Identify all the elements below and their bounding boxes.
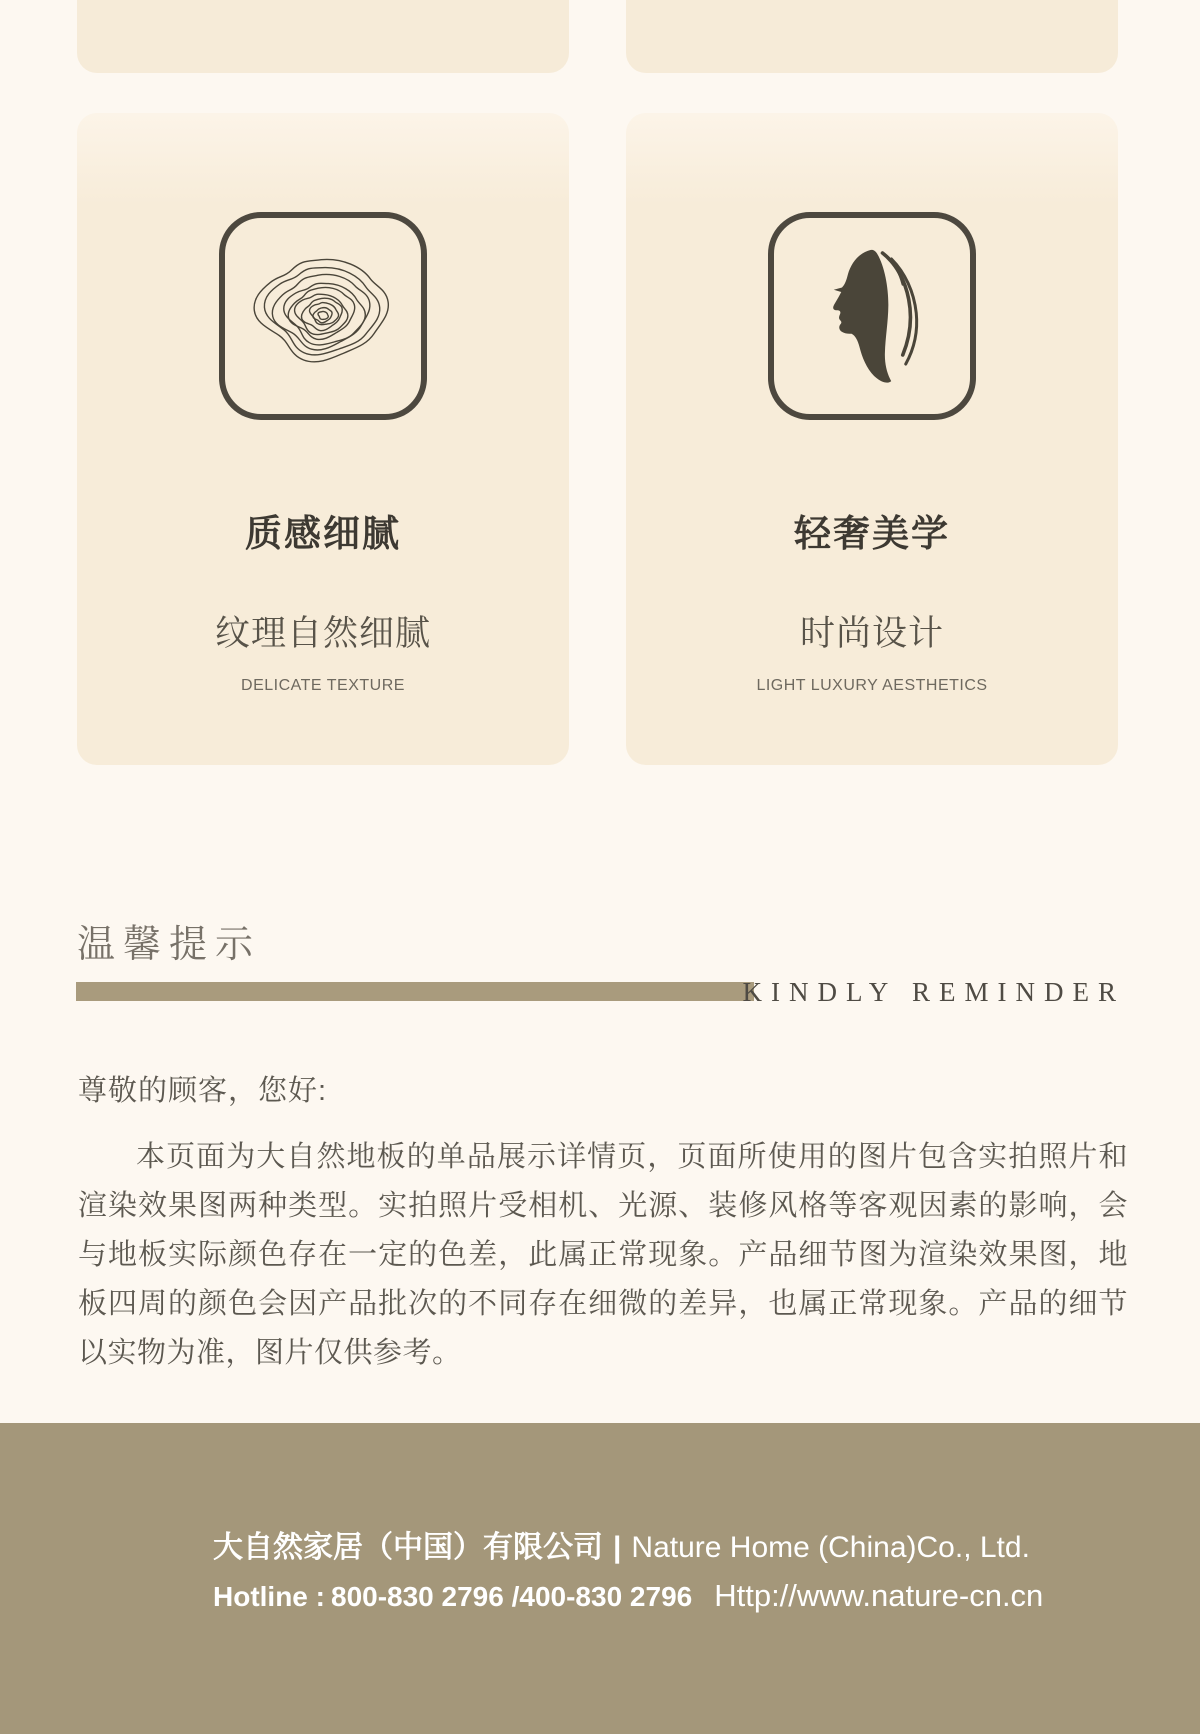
woman-profile-icon (768, 212, 976, 420)
feature-card-aesthetics (626, 113, 1118, 765)
top-card-right (626, 0, 1118, 73)
footer-separator: | (613, 1531, 622, 1564)
feature-caption-aesthetics: LIGHT LUXURY AESTHETICS (756, 677, 988, 694)
footer-website: Http://www.nature-cn.cn (714, 1578, 1044, 1613)
top-card-left (77, 0, 569, 73)
footer-company-en: Nature Home (China)Co., Ltd. (631, 1531, 1030, 1564)
reminder-heading: 温馨提示 (77, 924, 262, 966)
reminder-paragraph: 本页面为大自然地板的单品展示详情页，页面所使用的图片包含实拍照片和渲染效果图两种类型。实拍照片受相机、光源、装修风格等客观因素的影响，会与地板实际颜色存在一定的色差，此属正常现象。产品细节图为渲染效果图，地板四周的颜色会因产品批次的不同存在细微的差异，也属正常现象。产品的细节以实物为准，图片仅供参考。 (78, 1141, 1128, 1369)
footer-hotline-label: Hotline : (213, 1581, 325, 1612)
footer-company-line (213, 1527, 1043, 1569)
feature-subtitle-aesthetics: 时尚设计 (799, 614, 944, 653)
feature-card-texture (77, 113, 569, 765)
footer-band (0, 1423, 1200, 1734)
footer-content (213, 1527, 1043, 1616)
feature-subtitle-texture: 纹理自然细腻 (214, 614, 431, 653)
feature-title-texture: 质感细腻 (245, 513, 401, 554)
footer-company-cn: 大自然家居（中国）有限公司 (213, 1531, 603, 1564)
footer-hotline-numbers: 800-830 2796 /400-830 2796 (331, 1581, 693, 1612)
footer-contact-line (213, 1577, 1043, 1616)
feature-caption-texture: DELICATE TEXTURE (241, 677, 405, 694)
wood-rings-icon (219, 212, 427, 420)
customer-greeting: 尊敬的顾客，您好: (78, 1075, 328, 1107)
reminder-accent-bar (76, 982, 754, 1001)
feature-title-aesthetics: 轻奢美学 (794, 513, 950, 554)
reminder-heading-en: KINDLY REMINDER (742, 977, 1125, 1007)
